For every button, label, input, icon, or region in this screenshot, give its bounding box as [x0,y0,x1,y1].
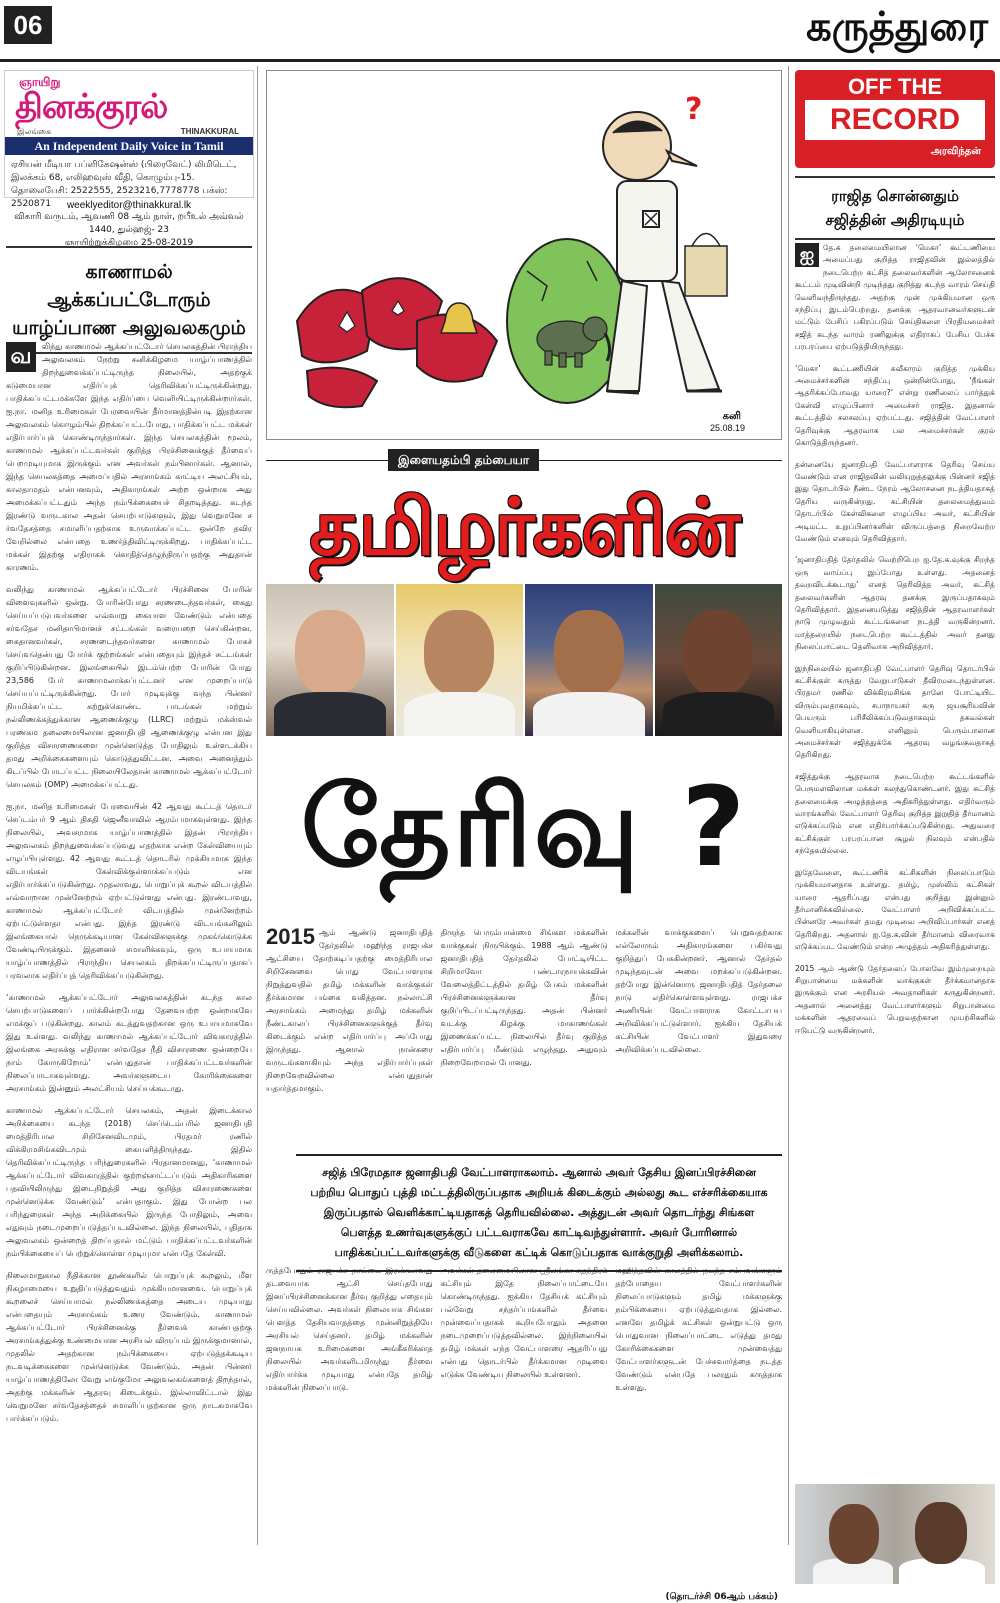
editorial-headline-line1: காணாமல் ஆக்கப்பட்டோரும் [47,261,211,311]
editorial-paragraph: நிலைமாறுகால நீதிக்கான தூண்களில் பொறுப்புக் கூறலும், மீள நிகழாமையை உறுதிப்படுத்துவதும் முக்கியமானவை. பொறுப்புக் கூறலைச் செய்யாமல் நல்லிணக்கத்தை அடைய முடியாது என்பதையும் அரசாங்கம் உணர வேண்டும். காணாமல் ஆக்கப்பட்டோர் பிரச்சினைக்கு தீர்வைக் காண்பதற்கு அரசாங்கத்துக்கு உண்மையான அரசியல் விருப்பம் இருக்குமானால், முதலில் அதற்கான நம்பிக்கையை ஏற்படுத்தக்கூடிய நடவடிக்கைகளை முன்னெடுக்க வேண்டும். அதன் பின்னர் யாழ்ப்பாணத்திலோ வேறு எங்குமோ அலுவலகங்களைத் திறந்தால், அதற்கு மக்களின் ஆதரவு கிடைக்கும். இல்லாவிட்டால் இது வெறுமனே சர்வதேசத்தைச் சமாளிப்பதற்கான ஒரு நாடகமாகவே பார்க்கப்படும். [6,1271,252,1423]
pull-quote: சஜித் பிரேமதாச ஜனாதிபதி வேட்பாளராகலாம். ஆனால் அவர் தேசிய இனப்பிரச்சினை பற்றிய பொதுப் புத்தி மட்டத்திலிருப்பதாக அறியக் கிடைக்கும் அல்லது கூட எச்சரிக்கையாக இருப்பதால் வெளிக்காட்டியதாகத் தெரியவில்லை. அத்துடன் அவர் தொடர்ந்து சிங்கள பௌத்த உணர்வுகளுக்குப் பட்டவராகவே காட்டிவந்துள்ளார். அவர் போரினால் பாதிக்கப்பட்டவர்களுக்கு வீடுகளை கட்டிக் கொடுப்பதாக வாக்குறுதி அளிக்கலாம். [296,1154,782,1272]
section-title: கருத்துரை [806,4,988,50]
issue-date: ஞாயிற்றுக்கிழமை 25-08-2019 [64,238,194,248]
column-dropcap: ஐ [795,243,819,267]
feature-text-column [266,1264,433,1394]
off-the-record-banner [795,70,995,168]
feature-text-column [615,1264,782,1394]
candidate-photo [266,584,394,736]
masthead-contact [4,200,254,250]
cartoonist-signature: கனி [722,411,741,422]
calendar-line: விகாரி வருடம், ஆவணி 08 ஆம் நாள், றபீஉல் அவ்வல் 1440, துல்ஹஜ்- 23 [14,212,244,235]
feature-paragraph: மக்களின் வாக்குகளைப் பெறுவதற்காக எல்லோரும் அதிகாரங்களை பகிர்வது குறித்துப் பேசுகின்றனர். ஆனால் தேர்தல் முடிந்தவுடன் அவை மறக்கப்படுகின்றன. தற்போது இன்னொரு ஜனாதிபதித் தேர்தலை நாடு எதிர்கொள்ளவுள்ளது. ராஜபக்ச அணியின் வேட்பாளராக கோட்டாபய அறிவிக்கப்பட்டுள்ளார். ஐக்கிய தேசியக் கட்சியின் வேட்பாளர் இதுவரை அறிவிக்கப்படவில்லை. [615,928,783,1054]
column-paragraph: இந்நிலையில் ஜனாதிபதி வேட்பாளர் தெரிவு தொடர்பில் கட்சிக்குள் கருத்து வேறுபாடுகள் தீவிரமடைந்துள்ளன. பிரதமர் ரணில் விக்கிரமசிங்க தானே போட்டியிட விரும்புவதாகவும், சபாநாயகர் கரு ஜயசூரியவின் பெயரும் பரிசீலிக்கப்படுவதாகவும் தகவல்கள் வெளியாகியுள்ளன. எனினும் பெரும்பாலான அமைச்சர்கள் சஜித்துக்கே ஆதரவு வழங்குவதாகத் தெரிகிறது. [795,663,995,760]
column-paragraph: இதேவேளை, கூட்டணிக் கட்சிகளின் நிலைப்பாடும் முக்கியமானதாக உள்ளது. தமிழ், முஸ்லிம் கட்சிகள் யாரை ஆதரிப்பது என்பது குறித்து இன்னும் தீர்மானிக்கவில்லை. வேட்பாளர் அறிவிக்கப்பட்ட பின்னரே அவர்கள் தமது முடிவை அறிவிப்பார்கள் எனத் தெரிகிறது. அதனால் ஐ.தே.க.வின் தீர்மானம் விரைவாக எடுக்கப்பட வேண்டும் என்ற அழுத்தம் அதிகரித்துள்ளது. [795,867,995,952]
publisher-phone: தொலைபேசி: 2522555, 2523216,7778778 பக்ஸ்: 2520871 [11,186,228,209]
feature-subtitle: தேரிவு ? [300,763,748,891]
broken-shell-icon [297,278,497,407]
feature-year: 2015 [266,924,315,949]
editorial-body [6,340,252,1540]
publisher-name: ஏசியன் மீடியா பப்ளிகேஷன்ஸ் (பிரைவேட்) லிமிடெட், [11,160,237,170]
column-paragraph: தே.க தலைமையிலான ‘மெகா’ கூட்டணியை அமைப்பது குறித்த ராஜிதவின் இல்லத்தில் நடைபெற்ற கட்சித் தலைவர்களின் ஆலோசனைக் கூட்டம் முடிவின்றி முடிந்தது குறித்து கடந்த வாரம் செய்தி வெளிவந்திருந்தது. அதற்கு முன் முக்கியமான ஒரு சந்திப்பு இடம்பெற்றது. தனக்கு ஆதரவானவர்களுடன் மட்டும் பேசிப் பகிரப்படும் செய்திகளை பிரதியமைச்சர் சஜித் கடந்த வாரம் ரணிலுக்கு எதிராகப் பேசிய பேச்சு பரபரப்பை ஏற்படுத்தியிருந்தது. [795,243,995,352]
shopping-bag-icon [685,234,727,297]
editorial-paragraph: வலிந்து காணாமல் ஆக்கப்பட்டோர் பிரச்சினை போரின் விளைவுகளில் ஒன்று. போரின்போது சரணடைந்தவர்கள், கைது செய்யப்படுபவர்களை எவ்வாறு கையாள வேண்டும் என்பதை சர்வதேச மனிதாபிமானச் சட்டங்கள் வரையறை செய்கின்றன. கைதானவர்கள், சரணடைந்தவர்களை காணாமல் போகச் செய்வதென்பது போர்க் குற்றங்கள் என்பதையும் இந்தச் சட்டங்கள் குறிப்பிடுகின்றன. இலங்கையில் இடம்பெற்ற போரின் போது 23,586 பேர் காணாமலாக்கப்பட்டனர் என முறைப்பாடு செய்யப்பட்டிருக்கின்றது. போர் முடிவுக்கு வந்த பின்னர் நியமிக்கப்பட்ட கற்றுக்கொண்ட பாடங்கள் மற்றும் நல்லிணக்கத்துக்கான ஆணைக்குழு (LLRC) மற்றும் மக்ஸ்வல் பரணகம தலைமையிலான ஜனாதிபதி ஆணைக்குழு என்பன இது குறித்த விசாரணைகளை முன்னெடுத்த போதிலும் உள்ளடக்கிய தமது அறிக்கைகளையும் கொடுத்துவிட்டன. அவை அனைத்தும் கிடப்பில் போடப்பட்ட நிலையிலேதான் காணாமல் ஆக்கப்பட்டோர் செயலகம் (OMP) அமைக்கப்பட்டது. [6,585,252,789]
column-photo [795,1484,995,1584]
candidate-photos [266,584,782,736]
publisher-address: இலக்கம் 68, எலிஹவுஸ் வீதி, கொழும்பு-15. [11,173,195,183]
feature-body-top [266,926,782,1095]
feature-title: தமிழர்களின் [309,483,739,573]
feature-text-column [441,926,608,1095]
feature-body-bottom [266,1264,782,1394]
cartoon-drawing [267,71,783,441]
editorial-column [0,66,258,1545]
editorial-paragraph: ஐ.நா. மனித உரிமைகள் பேரவையின் 42 ஆவது கூட்டத் தொடர் செப்டம்பர் 9 ஆம் திகதி ஜெனீவாவில் ஆரம்பமாகவுள்ளது. இந்த நிலையில், அவசரமாக யாழ்ப்பாணத்தில் இதன் பிராந்திய அலுவலகம் திறந்துவைக்கப்படுவது எதற்காக என்ற கேள்வியையும் எழுப்பியுள்ளது. 42 ஆவது கூட்டத் தொடரில் முக்கியமாக இந்த விடயங்கள் கேள்விக்குள்ளாக்கப்படும் என எதிர்பார்க்கப்படுகின்றது. முதலாவது, பொறுப்புக் கூறல் விடயத்தில் எவ்வாறான முன்னேற்றம் ஏற்பட்டுள்ளது என்பது. இரண்டாவது, காணாமல் ஆக்கப்பட்டோர் விடயத்தில் முன்னேற்றம் ஏற்பட்டுள்ளதா என்பது. இந்த இரண்டு விடயங்களிலும் இலங்கையால் நெருக்கடியான கேள்விகளுக்கு முகங்கொடுக்க வேண்டியிருக்கும். இதனைச் சமாளிக்கவும், ஒரு உபாயமாக யாழ்ப்பாணத்தில் பிராந்திய செயலகம் திறக்கப்பட்டிருப்பதாகப் பரவலாக எதிர்ப்புத் தெரிவிக்கப்படுகின்றது. [6,802,252,980]
editorial-headline-line2: யாழ்ப்பாண அலுவலகமும் [12,317,246,339]
column-paragraph: ‘ஜனாதிபதித் தேர்தலில் வெற்றிபெற ஐ.தே.க.வுக்கு சிறந்த ஒரு வாய்ப்பு இப்போது உள்ளது. அதனைத் தவறவிடக்கூடாது’ எனத் தெரிவித்த அவர், கட்சித் தலைவர்களின் ஆதரவு தனக்கு இருப்பதாகவும் தெரிவித்தார். இதனையடுத்து சஜித்தின் ஆதரவாளர்கள் நாடு முழுவதும் கூட்டங்களை நடத்தி வருகின்றனர். மாத்தறையில் நடைபெற்ற கூட்டத்தில் அவர் தனது நிலைப்பாட்டை தெளிவாக அறிவித்தார். [795,555,995,652]
political-cartoon [266,70,782,440]
opinion-column [788,66,1000,1545]
feature-text-column [441,1264,608,1394]
banner-top-text: OFF THE [847,74,943,99]
editorial-paragraph: லிந்து காணாமல் ஆக்கப்பட்டோர் செயலகத்தின் பிராந்திய அலுவலகம் நேற்று சனிக்கிழமை யாழ்ப்பாணத்தில் திறந்துவைக்கப்பட்டிருந்த நிலையில், அதற்குக் கடுமையான எதிர்ப்புக் தெரிவிக்கப்பட்டிருக்கின்றது. பாதிக்கப்பட்டமக்களே இந்த எதிர்ப்பை வெளியிட்டிருக்கின்றார்கள். ஐ.நா. மனித உரிமைகள் பேரவையின் தீர்மானத்தின்படி இதற்கான அலுவலகம் கொழும்பில் திறக்கப்பட்டபோது, பாதிக்கப்பட்ட மக்கள் எதிர்பார்ப்புக் கொண்டிருந்தார்கள். இந்த செயலகத்தின் மூலம், காணாமல் ஆக்கப்பட்டவர்கள் குறித்த பிரச்சினைக்குத் தீர்வைப் பெறமுடியுமாக இருக்கும் என அவர்கள் நம்பினார்கள். ஆனால், இந்த செயலகத்தை அமைப்பதில் அரசாங்கம் காட்டிய அலட்சியம், காலதாமதம் என்பனவும், அதிகாரங்கள் அற்ற ஒன்றாக அது அமைக்கப்பட்டதும் அந்த நம்பிக்கையைச் சிதறடித்தது. கடந்த இரண்டு வருடகால அதன் செயற்பாடுகளும், இது வெறுமனே ச ர்வதேசத்தை சமாளிப்பதற்காக உருவாக்கப்பட்ட ஒன்றே தவிர வேறில்லை என்பதை உணர்த்திவிட்டிருக்கிறது. பாதிக்கப்பட்ட மக்கள் இதற்கு எதிராகக் கொதித்தெழுந்திருப்பதற்கு அதுதான் காரணம். [6,342,252,572]
candidate-photo [655,584,783,736]
column-body [795,242,995,1474]
feature-paragraph: ஆம் ஆண்டு ஜனாதிபதித் தேர்தலில் மஹிந்த ராஜபக்ச ஆட்சியை தோற்கடிப்பதற்கு மைத்திரிபால சிறிசேனவை பொது வேட்பாளராக நிறுத்துவதில் தமிழ் மக்களின் வாக்குகள் தீர்க்கமான பங்கை வகித்தன. நல்லாட்சி அரசாங்கம் அமைந்து தமிழ் மக்களின் நீண்டகாலப் பிரச்சினைகளுக்குத் தீர்வு கிடைக்கும் என்ற எதிர்பார்ப்பு அப்போது இருந்தது. ஆனால் நான்கரை வருடங்களாகியும் அந்த எதிர்பார்ப்புகள் நிறைவேறவில்லை என்பதுதான் யதார்த்தமாகும். [266,928,433,1093]
question-mark-icon: ? [685,92,703,127]
candidate-photo [525,584,653,736]
column-headline [795,176,995,240]
candidate-photo [396,584,524,736]
feature-paragraph: அவர்கள் தலைமையிலான ஸ்ரீலங்கா சுதந்திரக் கட்சியும் இதே நிலைப்பாட்டையே கொண்டிருந்தது. ஐக்கிய தேசியக் கட்சியும் பல்வேறு சந்தர்ப்பங்களில் தீர்வை முன்வைப்பதாகக் கூறியபோதும் அதனை நடைமுறைப்படுத்தவில்லை. இந்நிலையில் தமிழ் மக்கள் எந்த வேட்பாளரை ஆதரிப்பது என்பது தொடர்பில் தீர்க்கமான முடிவை எடுக்க வேண்டிய நிலையில் உள்ளனர். [440,1266,608,1379]
column-paragraph: ‘மெகா’ கூட்டணியின் சுவீகாரம் குறித்த முக்கிய அமைச்சர்களின் சந்திப்பு ஒன்றின்போது, ‘நீங்கள் ஆதரிக்கப்போவது யாரை?’ என்று ரணிலைப் பார்த்துக் கேள்வி எழுப்பினார் அமைச்சர் ராஜித. இதனால் கூட்டத்தில் சலசலப்பு ஏற்பட்டது. சஜித்தின் வேட்பாளர் தெரிவுக்கு ஆதரவாக பல அமைச்சர்கள் குரல் கொடுத்திருந்தனர். [795,363,995,448]
editorial-paragraph: காணாமல் ஆக்கப்பட்டோர் செயலகம், அதன் இடைக்கால அறிக்கையை கடந்த (2018) செப்டெம்பரில் ஜனாதிபதி மைத்திரிபால சிறிசேனவிடமும், பிரதமர் ரணில் விக்கிரமசிங்கவிடமும் கையளித்திருந்தது. இதில் தெரிவிக்கப்பட்டிருந்த பரிந்துரைகளில் பிரதானமானது, ‘காணாமல் ஆக்கப்பட்டோர் விவகாரத்தில் குற்றஞ்சாட்டப்படும் அதிகாரிகளை பதவியிலிருந்து இடைநிறுத்தி அது குறித்த விசாரணைகளை முன்னெடுக்க வேண்டும்’ என்பதாகும். இது போன்ற பல பரிந்துரைகள் அந்த அறிக்கையில் இருந்த போதிலும், அவை எதுவும் நடைமுறைப்படுத்தப்படவில்லை. இந்த நிலையில், புதிதாக அலுவலகம் ஒன்றைத் திறப்பதால் மட்டும் பாதிக்கப்பட்டவர்களின் நம்பிக்கையைப் பெற்றுக்கொள்ள முடியுமா என்பதே கேள்வி. [6,1106,252,1258]
feature-byline: இளையதம்பி தம்பையா [388,449,539,471]
banner-main-text: RECORD [805,100,985,140]
page-header [0,0,1000,62]
feature-column [262,66,783,1602]
page-number: 06 [4,6,52,44]
newspaper-logo: தினக்குரல் [15,87,168,127]
masthead-tagline: An Independent Daily Voice in Tamil [5,137,253,155]
column-paragraph: 2015 ஆம் ஆண்டு தேர்தலைப் போலவே இம்முறையும் சிறுபான்மை மக்களின் வாக்குகள் தீர்க்கமானதாக இருக்கும் என அரசியல் அவதானிகள் கருதுகின்றனர். அதனால் அனைத்து வேட்பாளர்களும் சிறுபான்மை மக்களின் ஆதரவைப் பெறுவதற்கான முயற்சிகளில் ஈடுபட்டு வருகின்றனர். [795,963,995,1035]
feature-text-column [266,926,433,1095]
column-headline-line2: சஜித்தின் அதிரடியும் [825,211,965,229]
editorial-headline [6,246,252,354]
editor-email[interactable]: weeklyeditor@thinakkural.lk [66,200,192,211]
editorial-dropcap: வ [6,342,36,372]
masthead-prefix: ஞாயிறு [19,75,61,89]
feature-paragraph: மஹிந்தவின் காலத்தில் நடந்த சம்பவங்களும் தற்போதைய வேட்பாளர்களின் நிலைப்பாடுகளும் தமிழ் மக்களுக்கு நம்பிக்கையை ஏற்படுத்துவதாக இல்லை. எனவே தமிழ்க் கட்சிகள் ஒன்றுபட்டு ஒரு பொதுவான நிலைப்பாட்டை எடுத்து தமது கோரிக்கைகளை முன்வைத்து வேட்பாளர்களுடன் பேச்சுவார்த்தை நடத்த வேண்டும் என்பதே பலரதும் கருத்தாக உள்ளது. [615,1266,783,1392]
masthead-city: இலங்கை [17,127,52,136]
feature-paragraph: ருத்தபோதும் ராஜபக்ச நாட்டை இரண்டாவது தடவையாக ஆட்சி செய்தபோது இனப்பிரச்சினைக்கான தீர்வு குறித்து எதையும் செய்யவில்லை. அவர்கள் நிலையாக சிங்கள பௌத்த தேசியவாதத்தை முன்னிறுத்தியே அரசியல் செய்தனர். தமிழ் மக்களின் ஜனநாயக உரிமைகளை அங்கீகரிக்காத நிலையில் அவர்களிடமிருந்து தீர்வை எதிர்பார்க்க முடியாது என்பதே தமிழ் மக்களின் நிலைப்பாடு. [266,1266,433,1392]
cartoon-date: 25.08.19 [709,423,745,433]
feature-paragraph: திருந்த பெரும்பான்மை சிங்கள மக்களின் வாக்குகள் நிருபிக்கும். 1988 ஆம் ஆண்டு ஜனாதிபதித் தேர்தலில் போட்டியிட்ட சிறிமாவோ பண்டாரநாயக்கவின் வேலைத்திட்டத்தில் தமிழ் பேசும் மக்களின் பிரச்சினைகளுக்கான தீர்வு குறிப்பிடப்பட்டிருந்தது. அதன் பின்னர் வடக்கு கிழக்கு மாகாணங்கள் இணைக்கப்பட்ட நிலையில் தீர்வு குறித்த எதிர்பார்ப்பு மீண்டும் எழுந்தது. அதுவும் நிறைவேறாமல் போனது. [440,928,608,1067]
column-headline-line1: ராஜித சொன்னதும் [831,187,959,205]
feature-text-column [615,926,782,1095]
column-paragraph: தன்னையே ஜனாதிபதி வேட்பாளராக தெரிவு செய்ய வேண்டும் என ராஜிதவின் வலியுறுத்தலுக்கு பின்னர் சஜித் இது தொடர்பில் நீண்ட நேரம் ஆலோசனை நடத்தியதாகத் தெரிய வருகின்றது. கட்சியின் தலைமைத்துவம் தொடர்பில் கேள்விகளை எழுப்பிய அவர், கட்சியின் அடிமட்ட உறுப்பினர்களின் விருப்பத்தை நிறைவேற்ற வேண்டும் எனவும் தெரிவித்தார். [795,459,995,543]
continued-note: (தொடர்ச்சி 06ஆம் பக்கம்) [665,1592,778,1602]
masthead-latin-name: THINAKKURAL [180,127,239,136]
column-paragraph: சஜித்துக்கு ஆதரவாக நடைபெற்ற கூட்டங்களில் பெருமளவிலான மக்கள் கலந்துகொண்டனர். இது கட்சித் தலைமைக்கு அழுத்தத்தை அதிகரித்துள்ளது. எதிர்வரும் வாரங்களில் வேட்பாளர் தெரிவு குறித்த இறுதித் தீர்மானம் எடுக்கப்படும் என எதிர்பார்க்கப்படுகின்றது. அதுவரை கட்சிக்குள் பரபரப்பான சூழல் நிலவும் என்பதில் சந்தேகமில்லை. [795,771,995,856]
bell-icon [441,303,477,333]
column-author: அரவிந்தன் [930,146,981,157]
editorial-paragraph: ‘காணாமல் ஆக்கப்பட்டோர் அலுவலகத்தின் கடந்த கால செயற்பாடுகளைப் பார்க்கின்றபோது தேவையற்ற ஒன்றாகவே எமக்குப் படுகின்றது. காலம் கடத்துவதற்கான ஒரு உபாயமாகவே இது உள்ளது. வலிந்து காணாமல் ஆக்கப்பட்டோர் விவகாரத்தில் இலங்கை அரசுக்கு எதிரான சர்வதேச நீதி விசாரணை ஒன்றையே நாம் கோருகிறோம்’ என்பதுதான் பாதிக்கப்பட்டவர்களின் நிலைப்பாடாகவுள்ளது. அவர்களுடைய கோரிக்கைகளை அரசாங்கம் இன்னும் அலட்சியம் செய்யக்கூடாது. [6,993,252,1093]
